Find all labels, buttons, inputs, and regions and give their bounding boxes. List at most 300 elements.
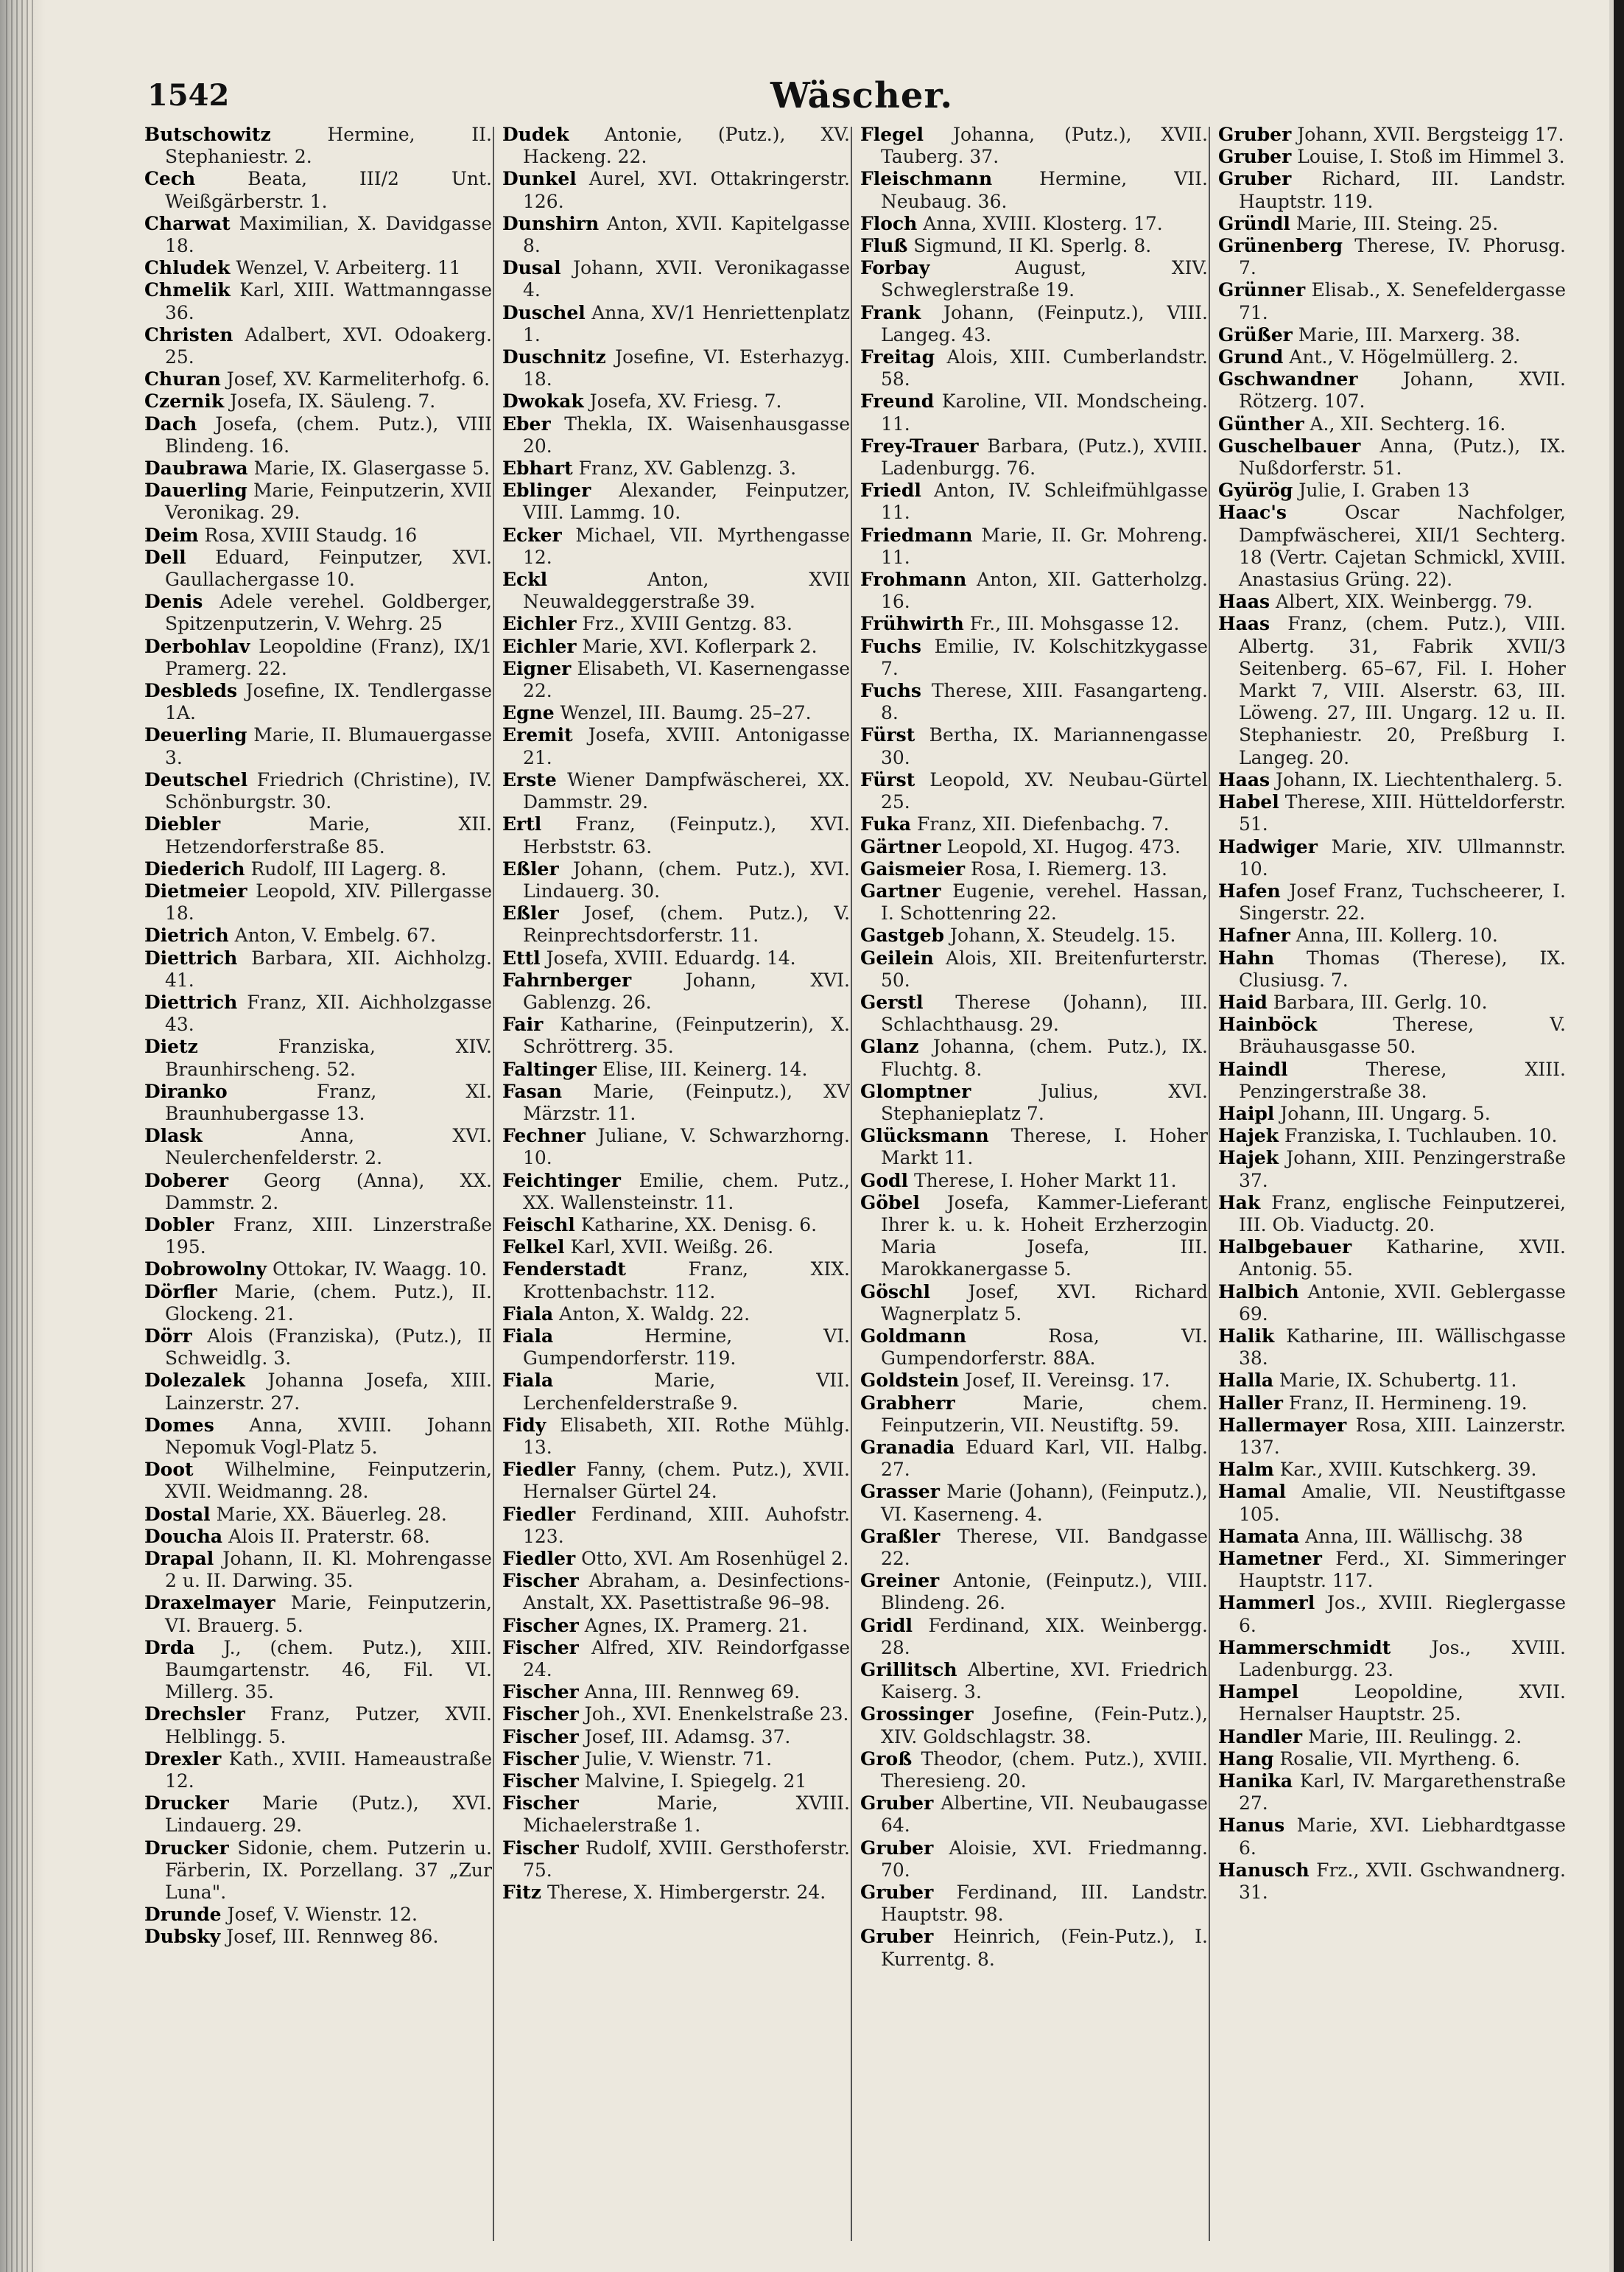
entry-details: Josefa, XVIII. Eduardg. 14. (546, 947, 796, 969)
entry-details: August, XIV. Schweglerstraße 19. (881, 257, 1208, 301)
entry-surname: Eigner (502, 657, 572, 679)
entry-details: Josefine, IX. Tendlergasse 1A. (165, 680, 492, 724)
entry-surname: Fischer (502, 1725, 579, 1747)
entry-details: Albert, XIX. Weinbergg. 79. (1276, 591, 1533, 613)
directory-entry (144, 680, 492, 724)
entry-surname: Deuerling (144, 724, 247, 746)
entry-details: J., (chem. Putz.), XIII. Baumgartenstr. 46, Fil. VI. Millerg. 35. (165, 1636, 492, 1703)
entry-details: Hermine, VI. Gumpendorferstr. 119. (523, 1325, 850, 1370)
directory-entry (1218, 1748, 1566, 1770)
entry-details: Rudolf, XVIII. Gersthoferstr. 75. (523, 1837, 850, 1881)
directory-entry (1218, 947, 1566, 992)
directory-entry (860, 480, 1208, 524)
entry-surname: Haas (1218, 613, 1270, 635)
directory-entry (1218, 480, 1566, 502)
entry-surname: Diederich (144, 858, 245, 880)
entry-surname: Halik (1218, 1325, 1275, 1347)
directory-entry (860, 168, 1208, 212)
entry-surname: Fitz (502, 1882, 541, 1904)
directory-entry (502, 168, 850, 212)
entry-surname: Gruber (860, 1882, 934, 1904)
entry-details: Karl, IV. Margarethenstraße 27. (1239, 1770, 1566, 1815)
entry-surname: Eßler (502, 902, 559, 925)
entry-surname: Dörr (144, 1325, 192, 1347)
entry-details: Rosa, XIII. Lainzerstr. 137. (1239, 1414, 1566, 1458)
entry-details: Anna, XVIII. Klosterg. 17. (923, 212, 1163, 234)
entry-surname: Eichler (502, 635, 577, 657)
entry-surname: Greiner (860, 1570, 940, 1592)
directory-entry (502, 1459, 850, 1503)
entry-surname: Fischer (502, 1770, 579, 1792)
entry-details: Thomas (Therese), IX. Clusiusg. 7. (1239, 947, 1566, 991)
entry-details: Therese (Johann), III. Schlachthausg. 29. (881, 991, 1208, 1036)
directory-entry (860, 724, 1208, 768)
directory-entry (144, 1325, 492, 1370)
directory-entry (502, 724, 850, 768)
directory-entry (144, 480, 492, 524)
entry-details: Leopoldine (Franz), IX/1 Pramerg. 22. (165, 635, 492, 679)
directory-entry (1218, 235, 1566, 279)
directory-entry (1218, 791, 1566, 835)
entry-details: Anna, XVIII. Johann Nepomuk Vogl-Platz 5. (165, 1414, 492, 1458)
entry-details: Josef, III. Rennweg 86. (226, 1926, 439, 1948)
entry-surname: Gyürög (1218, 480, 1293, 502)
entry-details: Anna, III. Kollerg. 10. (1296, 925, 1498, 947)
entry-surname: Hanusch (1218, 1859, 1310, 1881)
directory-entry (1218, 1281, 1566, 1325)
directory-entry (860, 836, 1208, 858)
entry-surname: Dubsky (144, 1926, 221, 1948)
entry-surname: Ettl (502, 947, 541, 969)
entry-surname: Fahrnberger (502, 969, 632, 991)
entry-details: Johann, XVII. Rötzerg. 107. (1239, 368, 1566, 413)
directory-entry (144, 636, 492, 680)
entry-details: Karoline, VII. Mondscheing. 11. (881, 390, 1208, 435)
entry-details: Josefa, Kammer-Lieferant Ihrer k. u. k. Hoheit Erzherzogin Maria Josefa, III. Marokkanergasse 5. (881, 1191, 1208, 1280)
directory-entry (502, 390, 850, 413)
entry-surname: Gruber (860, 1792, 934, 1815)
directory-entry (144, 368, 492, 390)
directory-entry (502, 1414, 850, 1459)
directory-entry (502, 1125, 850, 1169)
entry-surname: Hametner (1218, 1548, 1322, 1569)
directory-entry (860, 813, 1208, 835)
entry-details: Michael, VII. Myrthengasse 12. (523, 524, 850, 568)
directory-entry (860, 1570, 1208, 1614)
directory-entry (502, 1548, 850, 1570)
entry-surname: Fürst (860, 724, 915, 746)
directory-entry (144, 324, 492, 368)
directory-entry (860, 302, 1208, 346)
entry-details: Malvine, I. Spiegelg. 21 (584, 1770, 807, 1792)
entry-surname: Forbay (860, 257, 930, 279)
entry-surname: Fiala (502, 1302, 554, 1325)
entry-surname: Czernik (144, 390, 225, 413)
entry-surname: Christen (144, 323, 233, 346)
entry-details: Anna, (Putz.), IX. Nußdorferstr. 51. (1239, 435, 1566, 480)
entry-details: Elisabeth, VI. Kasernengasse 22. (523, 657, 850, 702)
directory-entry (1218, 1726, 1566, 1748)
entry-details: Adalbert, XVI. Odoakerg. 25. (165, 323, 492, 368)
entry-details: Therese, I. Hoher Markt 11. (913, 1169, 1177, 1191)
entry-details: Anna, XV/1 Henriettenplatz 1. (523, 301, 850, 346)
entry-surname: Ertl (502, 813, 542, 835)
entry-details: Josefa, XV. Friesg. 7. (589, 390, 782, 413)
entry-surname: Gartner (860, 880, 941, 902)
entry-surname: Feichtinger (502, 1169, 621, 1191)
entry-surname: Eßler (502, 858, 559, 880)
entry-details: Rudolf, III Lagerg. 8. (250, 858, 447, 880)
entry-surname: Egne (502, 702, 555, 724)
directory-entry (144, 279, 492, 323)
entry-surname: Doberer (144, 1169, 228, 1191)
entry-details: Josefa, IX. Säuleng. 7. (230, 390, 436, 413)
entry-details: Marie, IX. Schubertg. 11. (1279, 1370, 1517, 1392)
entry-details: Rosa, XVIII Staudg. 16 (204, 524, 418, 546)
directory-entry (860, 569, 1208, 613)
entry-surname: Gaismeier (860, 858, 966, 880)
entry-details: Anton, XVII Neuwaldeggerstraße 39. (523, 569, 850, 613)
entry-details: Anna, III. Wällischg. 38 (1305, 1525, 1523, 1547)
entry-details: Franz, XII. Diefenbachg. 7. (916, 813, 1170, 835)
entry-surname: Hafen (1218, 880, 1281, 902)
entry-details: Ant., V. Högelmüllerg. 2. (1289, 346, 1519, 368)
entry-details: Kath., XVIII. Hameaustraße 12. (165, 1747, 492, 1792)
directory-entry (860, 1325, 1208, 1370)
directory-columns (144, 124, 1595, 2253)
entry-surname: Dietz (144, 1036, 198, 1058)
directory-entry (860, 1192, 1208, 1281)
entry-surname: Dobrowolny (144, 1258, 267, 1280)
entry-surname: Eichler (502, 613, 577, 635)
entry-surname: Dunshirn (502, 212, 600, 234)
entry-surname: Frohmann (860, 569, 967, 591)
entry-details: Marie, Feinputzerin, XVII Veronikag. 29. (165, 480, 492, 524)
entry-details: Kar., XVIII. Kutschkerg. 39. (1279, 1459, 1537, 1481)
directory-entry (860, 235, 1208, 257)
entry-surname: Glücksmann (860, 1125, 989, 1147)
entry-surname: Churan (144, 368, 221, 390)
entry-details: Franz, II. Hermineng. 19. (1288, 1392, 1528, 1414)
entry-details: Franz, englische Feinputzerei, III. Ob. Viaductg. 20. (1239, 1191, 1566, 1235)
entry-surname: Gridl (860, 1614, 913, 1636)
entry-details: Rosa, VI. Gumpendorferstr. 88A. (881, 1325, 1208, 1370)
entry-surname: Ecker (502, 524, 562, 546)
entry-details: Marie, chem. Feinputzerin, VII. Neustiftg. 59. (881, 1392, 1208, 1436)
entry-details: Wenzel, III. Baumg. 25–27. (560, 702, 812, 724)
page-number: 1542 (147, 78, 230, 113)
entry-details: Amalie, VII. Neustiftgasse 105. (1239, 1481, 1566, 1525)
entry-surname: Hang (1218, 1747, 1274, 1770)
entry-details: Wilhelmine, Feinputzerin, XVII. Weidmanng. 28. (165, 1459, 492, 1503)
directory-entry (502, 613, 850, 635)
directory-entry (144, 1170, 492, 1214)
entry-details: Johann, XVII. Veronikagasse 4. (523, 257, 850, 301)
entry-details: Josef, III. Adamsg. 37. (584, 1725, 791, 1747)
entry-surname: Fischer (502, 1614, 579, 1636)
entry-details: Otto, XVI. Am Rosenhügel 2. (581, 1548, 849, 1569)
directory-entry (1218, 1325, 1566, 1370)
entry-surname: Diebler (144, 813, 221, 835)
directory-entry (502, 480, 850, 524)
directory-entry (502, 569, 850, 613)
directory-entry (1218, 1236, 1566, 1280)
directory-entry (144, 413, 492, 457)
entry-surname: Glomptner (860, 1080, 971, 1102)
entry-surname: Fischer (502, 1792, 579, 1815)
entry-surname: Fuchs (860, 680, 921, 702)
entry-surname: Fasan (502, 1080, 563, 1102)
entry-surname: Glanz (860, 1036, 919, 1058)
directory-entry (144, 1370, 492, 1414)
entry-surname: Fiala (502, 1325, 554, 1347)
directory-entry (1218, 992, 1566, 1014)
entry-details: Josef, XV. Karmeliterhofg. 6. (226, 368, 491, 390)
entry-surname: Chludek (144, 257, 231, 279)
entry-details: Therese, XIII. Fasangarteng. 8. (881, 680, 1208, 724)
entry-surname: Faltinger (502, 1058, 597, 1080)
entry-details: Katharine, XX. Denisg. 6. (580, 1213, 818, 1235)
directory-entry (860, 1281, 1208, 1325)
entry-surname: Ebhart (502, 457, 573, 480)
directory-entry (1218, 1414, 1566, 1459)
directory-entry (502, 1303, 850, 1325)
entry-details: Antonie, XVII. Geblergasse 69. (1239, 1280, 1566, 1325)
entry-surname: Fiedler (502, 1548, 576, 1569)
directory-entry (1218, 1014, 1566, 1058)
directory-entry (144, 390, 492, 413)
entry-details: Josef Franz, Tuchscheerer, I. Singerstr. 22. (1239, 880, 1566, 925)
entry-details: Marie (Putz.), XVI. Lindauerg. 29. (165, 1792, 492, 1837)
directory-entry (502, 769, 850, 813)
directory-entry (1218, 925, 1566, 947)
entry-surname: Fair (502, 1014, 544, 1036)
directory-entry (502, 1770, 850, 1792)
entry-details: Katharine, XVII. Antonig. 55. (1239, 1236, 1566, 1280)
entry-details: Marie, III. Marxerg. 38. (1298, 323, 1521, 346)
directory-entry (502, 1081, 850, 1125)
entry-surname: Grasser (860, 1481, 940, 1503)
directory-entry (144, 1036, 492, 1080)
entry-surname: Hammerl (1218, 1592, 1315, 1614)
entry-surname: Haindl (1218, 1058, 1288, 1080)
directory-entry (860, 525, 1208, 569)
entry-details: Therese, V. Bräuhausgasse 50. (1239, 1014, 1566, 1058)
entry-details: Wenzel, V. Arbeiterg. 11 (236, 257, 461, 279)
entry-surname: Daubrawa (144, 457, 248, 480)
entry-details: Abraham, a. Desinfections-Anstalt, XX. Pasettistraße 96–98. (523, 1570, 850, 1614)
entry-surname: Fenderstadt (502, 1258, 626, 1280)
directory-entry (1218, 368, 1566, 413)
directory-entry (860, 858, 1208, 880)
entry-details: Hermine, VII. Neubaug. 36. (881, 168, 1208, 212)
entry-details: Katharine, (Feinputzerin), X. Schröttrerg. 35. (523, 1014, 850, 1058)
entry-surname: Günther (1218, 413, 1304, 435)
entry-details: Marie (Johann), (Feinputz.), VI. Kaserneng. 4. (881, 1481, 1208, 1525)
directory-entry (144, 1125, 492, 1169)
entry-details: Jos., XVIII. Rieglergasse 6. (1239, 1592, 1566, 1636)
entry-surname: Fiedler (502, 1503, 576, 1525)
entry-surname: Gerstl (860, 991, 924, 1013)
entry-surname: Butschowitz (144, 124, 271, 145)
entry-surname: Halla (1218, 1370, 1274, 1392)
entry-surname: Dostal (144, 1503, 211, 1525)
entry-details: Jos., XVIII. Ladenburgg. 23. (1239, 1636, 1566, 1681)
entry-surname: Drapal (144, 1548, 214, 1569)
entry-surname: Hallermayer (1218, 1414, 1347, 1436)
directory-entry (1218, 1192, 1566, 1236)
directory-entry (144, 1592, 492, 1636)
entry-surname: Gastgeb (860, 925, 945, 947)
entry-surname: Friedmann (860, 524, 973, 546)
entry-details: Katharine, III. Wällischgasse 38. (1239, 1325, 1566, 1370)
entry-details: Johann, XVII. Bergsteigg 17. (1297, 124, 1564, 145)
entry-details: Josefine, (Fein-Putz.), XIV. Goldschlagstr. 38. (881, 1703, 1208, 1747)
entry-surname: Haid (1218, 991, 1268, 1013)
entry-surname: Draxelmayer (144, 1592, 275, 1614)
column-3 (860, 124, 1208, 2253)
directory-entry (860, 1081, 1208, 1125)
directory-entry (144, 124, 492, 168)
entry-surname: Fischer (502, 1747, 579, 1770)
entry-surname: Goldmann (860, 1325, 967, 1347)
directory-entry (144, 168, 492, 212)
entry-details: Fanny, (chem. Putz.), XVII. Hernalser Gürtel 24. (523, 1459, 850, 1503)
entry-details: Anton, XVII. Kapitelgasse 8. (523, 212, 850, 257)
entry-surname: Handler (1218, 1725, 1303, 1747)
directory-entry (860, 1659, 1208, 1703)
directory-entry (144, 591, 492, 635)
entry-surname: Cech (144, 168, 196, 190)
directory-entry (1218, 1103, 1566, 1125)
entry-details: Johanna Josefa, XIII. Lainzerstr. 27. (165, 1370, 492, 1414)
entry-details: Franz, (chem. Putz.), VIII. Albertg. 31, Fabrik XVII/3 Seitenberg. 65–67, Fil. I. Hoher Markt 7, VIII. Alserstr. 63, III. Löweng. 27, III. Ungarg. 12 u. II. Stephaniestr. 20, Preßburg I. Langeg. 20. (1239, 613, 1566, 768)
entry-details: Marie, XVI. Koflerpark 2. (582, 635, 818, 657)
directory-entry (1218, 1059, 1566, 1103)
directory-entry (860, 390, 1208, 435)
entry-details: Marie, XX. Bäuerleg. 28. (216, 1503, 447, 1525)
entry-details: Franziska, I. Tuchlauben. 10. (1284, 1125, 1558, 1147)
entry-details: Barbara, III. Gerlg. 10. (1273, 991, 1488, 1013)
directory-entry (1218, 769, 1566, 791)
entry-details: Marie, XVI. Liebhardtgasse 6. (1239, 1815, 1566, 1859)
directory-entry (502, 970, 850, 1014)
entry-details: Ferdinand, XIX. Weinbergg. 28. (881, 1614, 1208, 1658)
entry-details: Bertha, IX. Mariannengasse 30. (881, 724, 1208, 768)
entry-details: Marie, VII. Lerchenfelderstraße 9. (523, 1370, 850, 1414)
entry-surname: Fiedler (502, 1459, 576, 1481)
entry-details: Elisab., X. Senefeldergasse 71. (1239, 279, 1566, 323)
directory-entry (144, 1548, 492, 1592)
entry-surname: Göbel (860, 1191, 920, 1213)
directory-entry (860, 124, 1208, 168)
entry-surname: Dörfler (144, 1280, 217, 1302)
entry-details: Karl, XVII. Weißg. 26. (570, 1236, 774, 1258)
directory-entry (502, 1258, 850, 1302)
directory-entry (1218, 146, 1566, 168)
entry-details: Hermine, II. Stephaniestr. 2. (165, 124, 492, 168)
entry-details: Julius, XVI. Stephanieplatz 7. (881, 1080, 1208, 1124)
directory-entry (1218, 836, 1566, 880)
entry-details: Marie, XII. Hetzendorferstraße 85. (165, 813, 492, 858)
entry-details: Heinrich, (Fein-Putz.), I. Kurrentg. 8. (881, 1926, 1208, 1970)
entry-details: Eduard, Feinputzer, XVI. Gaullachergasse 10. (165, 546, 492, 591)
entry-surname: Graßler (860, 1525, 941, 1547)
entry-surname: Fischer (502, 1681, 579, 1703)
directory-entry (502, 1170, 850, 1214)
entry-surname: Hamata (1218, 1525, 1300, 1547)
entry-surname: Gründl (1218, 212, 1290, 234)
directory-entry (502, 947, 850, 970)
entry-details: Johann, III. Ungarg. 5. (1280, 1102, 1491, 1124)
entry-details: Antonie, (Feinputz.), VIII. Blindeng. 26. (881, 1570, 1208, 1614)
entry-surname: Gruber (1218, 168, 1292, 190)
entry-details: Johann, (chem. Putz.), XVI. Lindauerg. 30. (523, 858, 850, 902)
directory-entry (860, 1036, 1208, 1080)
entry-surname: Haller (1218, 1392, 1283, 1414)
entry-details: Franz, Putzer, XVII. Helblingg. 5. (165, 1703, 492, 1747)
entry-details: Franz, XIX. Krottenbachstr. 112. (523, 1258, 850, 1302)
entry-details: Wiener Dampfwäscherei, XX. Dammstr. 29. (523, 768, 850, 813)
entry-surname: Eckl (502, 569, 548, 591)
directory-entry (860, 1437, 1208, 1481)
entry-details: Therese, IV. Phorusg. 7. (1239, 235, 1566, 279)
directory-entry (860, 213, 1208, 235)
entry-details: Franz, (Feinputz.), XVI. Herbststr. 63. (523, 813, 850, 858)
directory-entry (860, 1748, 1208, 1792)
entry-surname: Dietrich (144, 925, 229, 947)
entry-details: Joh., XVI. Enenkelstraße 23. (584, 1703, 849, 1725)
entry-surname: Hadwiger (1218, 835, 1318, 858)
entry-details: Albertine, XVI. Friedrich Kaiserg. 3. (881, 1659, 1208, 1703)
entry-surname: Diranko (144, 1080, 228, 1102)
entry-details: Elisabeth, XII. Rothe Mühlg. 13. (523, 1414, 850, 1458)
entry-details: Ferdinand, III. Landstr. Hauptstr. 98. (881, 1882, 1208, 1926)
directory-entry (860, 1882, 1208, 1926)
entry-details: Ottokar, IV. Waagg. 10. (273, 1258, 488, 1280)
entry-details: Emilie, chem. Putz., XX. Wallensteinstr. 11. (523, 1169, 850, 1213)
entry-details: Marie, II. Blumauergasse 3. (165, 724, 492, 768)
directory-entry (860, 680, 1208, 724)
directory-entry (1218, 324, 1566, 346)
directory-entry (1218, 279, 1566, 323)
directory-entry (502, 1236, 850, 1258)
entry-details: Alfred, XIV. Reindorfgasse 24. (523, 1636, 850, 1681)
entry-surname: Fleischmann (860, 168, 993, 190)
directory-entry (1218, 1815, 1566, 1859)
directory-entry (502, 1726, 850, 1748)
entry-details: Anna, III. Rennweg 69. (584, 1681, 801, 1703)
entry-details: Ferd., XI. Simmeringer Hauptstr. 117. (1239, 1548, 1566, 1592)
entry-surname: Grossinger (860, 1703, 974, 1725)
entry-details: Frz., XVIII Gentzg. 83. (582, 613, 792, 635)
entry-details: Juliane, V. Schwarzhorng. 10. (523, 1125, 850, 1169)
entry-details: Johanna, (chem. Putz.), IX. Fluchtg. 8. (881, 1036, 1208, 1080)
entry-details: Franz, XII. Aichholzgasse 43. (165, 991, 492, 1036)
directory-entry (860, 1370, 1208, 1392)
directory-entry (502, 1882, 850, 1904)
entry-surname: Deutschel (144, 768, 248, 790)
entry-surname: Felkel (502, 1236, 565, 1258)
column-1 (144, 124, 492, 2253)
entry-surname: Fechner (502, 1125, 586, 1147)
entry-details: Marie, XVIII. Michaelerstraße 1. (523, 1792, 850, 1837)
entry-surname: Denis (144, 591, 203, 613)
directory-entry (144, 547, 492, 591)
entry-surname: Fuchs (860, 635, 921, 657)
directory-entry (860, 1703, 1208, 1747)
directory-entry (502, 1703, 850, 1725)
